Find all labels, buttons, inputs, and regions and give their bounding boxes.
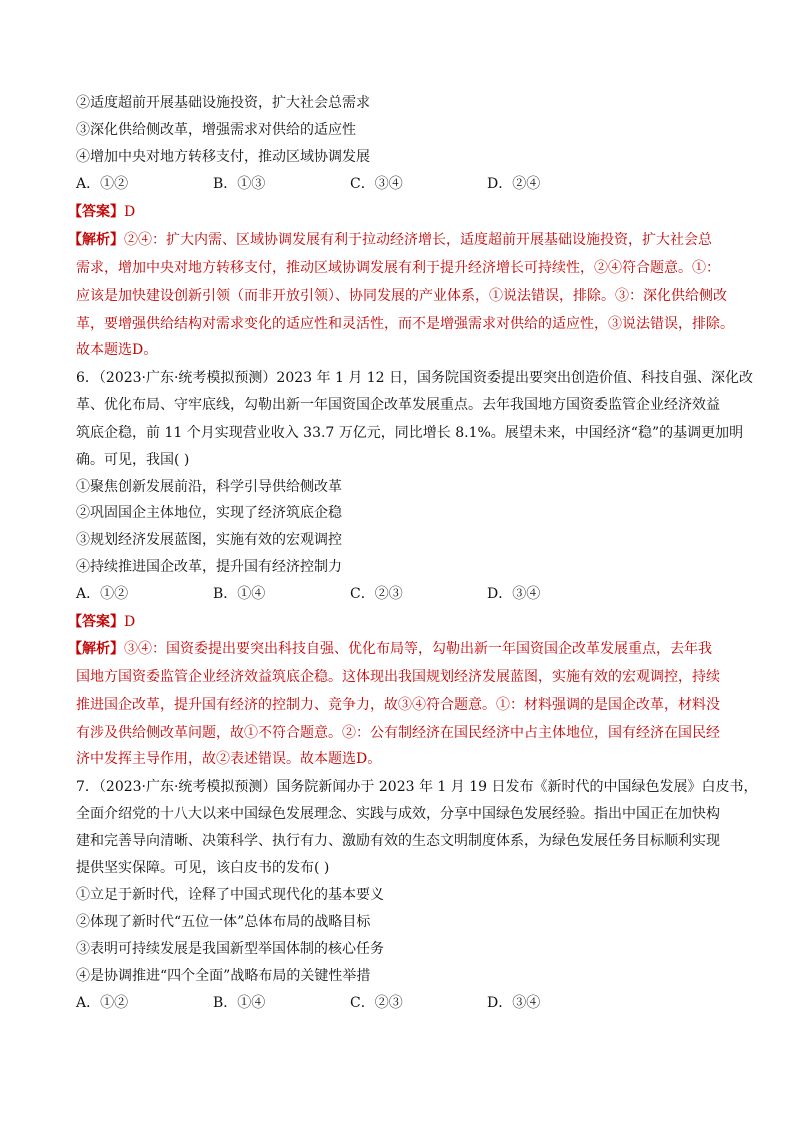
q5-analysis-line-3: 应该是加快建设创新引领（而非开放引领）、协同发展的产业体系，①说法错误，排除。③：深化供给侧改 bbox=[76, 288, 727, 304]
q5-item-3: ③深化供给侧改革，增强需求对供给的适应性 bbox=[76, 122, 356, 138]
q5-option-b: B．①③ bbox=[213, 176, 266, 192]
q7-stem-line-1: 7．（2023·广东·统考模拟预测）国务院新闻办于 2023 年 1 月 19 日发布《新时代的中国绿色发展》白皮书， bbox=[76, 779, 758, 795]
q6-option-d: D．③④ bbox=[487, 586, 541, 602]
q5-option-d: D．②④ bbox=[487, 176, 541, 192]
q6-analysis-line-5: 济中发挥主导作用，故②表述错误。故本题选D。 bbox=[76, 751, 382, 767]
q6-analysis-line-1 bbox=[68, 640, 712, 658]
q6-item-3: ③规划经济发展蓝图，实施有效的宏观调控 bbox=[76, 532, 342, 548]
q7-stem-line-3: 建和完善导向清晰、决策科学、执行有力、激励有效的生态文明制度体系，为绿色发展任务目标顺利实现 bbox=[76, 833, 720, 849]
q6-item-1: ①聚焦创新发展前沿，科学引导供给侧改革 bbox=[76, 479, 342, 495]
q7-item-4: ④是协调推进“四个全面”战略布局的关键性举措 bbox=[76, 968, 371, 984]
q5-item-2: ②适度超前开展基础设施投资，扩大社会总需求 bbox=[76, 95, 370, 111]
q6-stem-line-3: 筑底企稳，前 11 个月实现营业收入 33.7 万亿元，同比增长 8.1%。展望未来，中国经济“稳”的基调更加明 bbox=[76, 425, 744, 441]
q6-option-a: A．①② bbox=[76, 586, 129, 602]
q6-analysis-line-3: 推进国企改革，提升国有经济的控制力、竞争力，故③④符合题意。①：材料强调的是国企改革，材料没 bbox=[76, 697, 720, 713]
q6-analysis-line-2: 国地方国资委监管企业经济效益筑底企稳。这体现出我国规划经济发展蓝图，实施有效的宏观调控，持续 bbox=[76, 669, 720, 685]
q7-stem-line-2: 全面介绍党的十八大以来中国绿色发展理念、实践与成效，分享中国绿色发展经验。指出中国正在加快构 bbox=[76, 806, 720, 822]
q5-analysis-line-4: 革，要增强供给结构对需求变化的适应性和灵活性，而不是增强需求对供给的适应性，③说法错误，排除。 bbox=[76, 316, 734, 332]
q6-stem-line-1: 6．（2023·广东·统考模拟预测）2023 年 1 月 12 日，国务院国资委提出要突出创造价值、科技自强、深化改 bbox=[76, 370, 754, 386]
analysis-label: 【解析】 bbox=[68, 232, 124, 248]
answer-value: D bbox=[124, 614, 136, 630]
q7-item-1: ①立足于新时代，诠释了中国式现代化的基本要义 bbox=[76, 887, 384, 903]
q5-analysis-line-2: 需求，增加中央对地方转移支付，推动区域协调发展有利于提升经济增长可持续性，②④符合题意。①： bbox=[76, 260, 720, 276]
q5-answer bbox=[68, 203, 135, 221]
analysis-label: 【解析】 bbox=[68, 641, 124, 657]
q5-option-a: A．①② bbox=[76, 176, 129, 192]
q6-option-b: B．①④ bbox=[213, 586, 266, 602]
q5-item-4: ④增加中央对地方转移支付，推动区域协调发展 bbox=[76, 149, 370, 165]
q6-stem-line-2: 革、优化布局、守牢底线，勾勒出新一年国资国企改革发展重点。去年我国地方国资委监管企业经济效益 bbox=[76, 397, 720, 413]
analysis-text: ②④：扩大内需、区域协调发展有利于拉动经济增长，适度超前开展基础设施投资，扩大社会总 bbox=[124, 232, 712, 248]
q7-option-d: D．③④ bbox=[487, 995, 541, 1011]
q6-stem-line-4: 确。可见，我国( ) bbox=[76, 452, 190, 468]
q7-stem-line-4: 提供坚实保障。可见，该白皮书的发布( ) bbox=[76, 860, 330, 876]
q6-item-2: ②巩固国企主体地位，实现了经济筑底企稳 bbox=[76, 505, 342, 521]
q6-item-4: ④持续推进国企改革，提升国有经济控制力 bbox=[76, 559, 342, 575]
q6-answer bbox=[68, 613, 135, 631]
answer-label: 【答案】 bbox=[68, 204, 124, 220]
answer-label: 【答案】 bbox=[68, 614, 124, 630]
q5-option-c: C．③④ bbox=[350, 176, 403, 192]
q7-option-b: B．①④ bbox=[213, 995, 266, 1011]
q5-analysis-line-5: 故本题选D。 bbox=[76, 342, 158, 358]
q6-option-c: C．②③ bbox=[350, 586, 403, 602]
q7-item-2: ②体现了新时代“五位一体”总体布局的战略目标 bbox=[76, 914, 371, 930]
q7-option-a: A．①② bbox=[76, 995, 129, 1011]
q7-option-c: C．②③ bbox=[350, 995, 403, 1011]
q5-analysis-line-1 bbox=[68, 231, 712, 249]
answer-value: D bbox=[124, 204, 136, 220]
q6-analysis-line-4: 有涉及供给侧改革问题，故①不符合题意。②：公有制经济在国民经济中占主体地位，国有经济在国民经 bbox=[76, 725, 720, 741]
analysis-text: ③④：国资委提出要突出科技自强、优化布局等，勾勒出新一年国资国企改革发展重点，去年我 bbox=[124, 641, 712, 657]
q7-item-3: ③表明可持续发展是我国新型举国体制的核心任务 bbox=[76, 941, 384, 957]
